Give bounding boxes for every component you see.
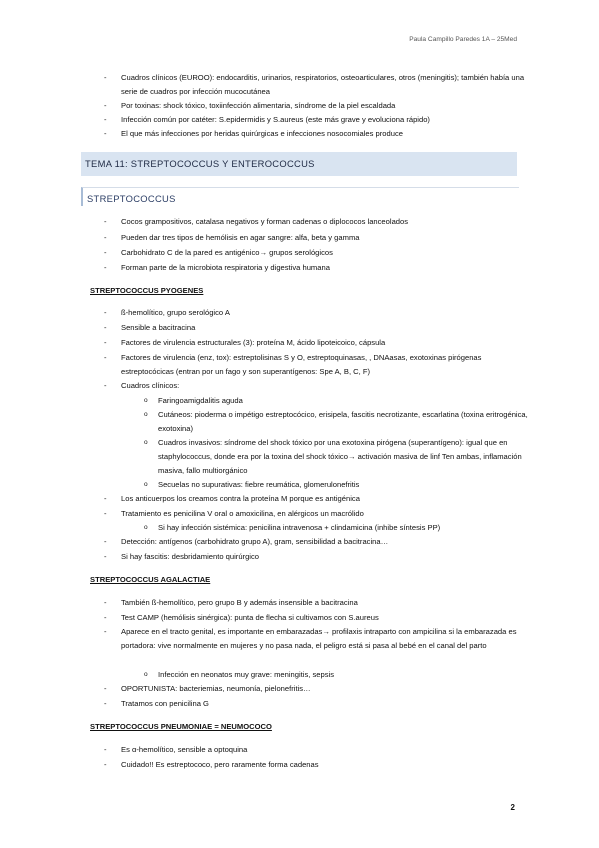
list-item: - Si hay fascitis: desbridamiento quirúrgico <box>121 550 526 564</box>
list-item: - Es α-hemolítico, sensible a optoquina <box>121 743 526 757</box>
list-item: - Forman parte de la microbiota respiratoria y digestiva humana <box>121 261 526 275</box>
list-item: - Cuadros clínicos (EUROO): endocarditis, urinarios, respiratorios, osteoarticulares, otros (meningitis); también había una serie de cuadros por infección mucocutánea <box>121 71 526 99</box>
sub-list-item: o Cutáneos: pioderma o impétigo estreptocócico, erisipela, fascitis necrotizante, escarlatina (toxina eritrogénica, exotoxina) <box>158 408 528 436</box>
page-number: 2 <box>510 803 515 812</box>
sub-list-item: o Si hay infección sistémica: penicilina intravenosa + clindamicina (inhibe síntesis PP) <box>158 521 528 535</box>
chapter-heading-box <box>81 152 517 176</box>
list-item: - Test CAMP (hemólisis sinérgica): punta de flecha si cultivamos con S.aureus <box>121 611 526 625</box>
list-item: - Aparece en el tracto genital, es importante en embarazadas→ profilaxis intraparto con ampicilina si la embarazada es portadora: vive normalmente en mujeres y no pasa nada, el peligro está si pasa al bebé en el canal del parto <box>121 625 526 653</box>
list-item: - Cocos grampositivos, catalasa negativos y forman cadenas o diplococos lanceolados <box>121 215 526 229</box>
list-item: - Sensible a bacitracina <box>121 321 526 335</box>
section-heading-box <box>81 187 519 206</box>
list-item: - ß-hemolítico, grupo serológico A <box>121 306 526 320</box>
list-item: - Factores de virulencia estructurales (3): proteína M, ácido lipoteicoico, cápsula <box>121 336 526 350</box>
list-item: - Los anticuerpos los creamos contra la proteína M porque es antigénica <box>121 492 526 506</box>
list-item: - Por toxinas: shock tóxico, toxiinfección alimentaria, síndrome de la piel escaldada <box>121 99 526 113</box>
list-item: - Infección común por catéter: S.epidermidis y S.aureus (este más grave y evoluciona rápido) <box>121 113 526 127</box>
list-item: - Tratamiento es penicilina V oral o amoxicilina, en alérgicos un macrólido <box>121 507 526 521</box>
page-header: Paula Campillo Paredes 1A – 25Med <box>409 36 517 43</box>
list-item: - El que más infecciones por heridas quirúrgicas e infecciones nosocomiales produce <box>121 127 526 141</box>
sub-list-item: o Secuelas no supurativas: fiebre reumática, glomerulonefritis <box>158 478 528 492</box>
list-item: - Pueden dar tres tipos de hemólisis en agar sangre: alfa, beta y gamma <box>121 231 526 245</box>
sub-list-item: o Cuadros invasivos: síndrome del shock tóxico por una exotoxina pirógena (superantígeno): igual que en staphylococcus, donde era por la toxina del shock tóxico→ activación masiva de linf Ten ambas, inflamación masiva, fallo multiorgánico <box>158 436 528 478</box>
chapter-title: TEMA 11: STREPTOCOCCUS Y ENTEROCOCCUS <box>85 158 315 169</box>
list-item: - Cuidado!! Es estreptococo, pero raramente forma cadenas <box>121 758 526 772</box>
sub-list-item: o Infección en neonatos muy grave: meningitis, sepsis <box>158 668 528 682</box>
agalactiae-heading: STREPTOCOCCUS AGALACTIAE <box>90 575 211 584</box>
list-item: - Carbohidrato C de la pared es antigénico→ grupos serológicos <box>121 246 526 260</box>
list-item: - Factores de virulencia (enz, tox): estreptolisinas S y O, estreptoquinasas, , DNAasas, exotoxinas pirógenas estreptocócicas (entran por un fago y son superantígenos: Spe A, B, C, F) <box>121 351 526 379</box>
list-item: - Detección: antígenos (carbohidrato grupo A), gram, sensibilidad a bacitracina… <box>121 535 526 549</box>
list-item: - Cuadros clínicos: <box>121 379 526 393</box>
list-item: - OPORTUNISTA: bacteriemias, neumonía, pielonefritis… <box>121 682 526 696</box>
sub-list-item: o Faringoamigdalitis aguda <box>158 394 528 408</box>
list-item: - Tratamos con penicilina G <box>121 697 526 711</box>
pyogenes-heading: STREPTOCOCCUS PYOGENES <box>90 286 204 295</box>
pneumoniae-heading: STREPTOCOCCUS PNEUMONIAE = NEUMOCOCO <box>90 722 272 731</box>
list-item: - También ß-hemolítico, pero grupo B y además insensible a bacitracina <box>121 596 526 610</box>
section-title: STREPTOCOCCUS <box>87 193 176 204</box>
